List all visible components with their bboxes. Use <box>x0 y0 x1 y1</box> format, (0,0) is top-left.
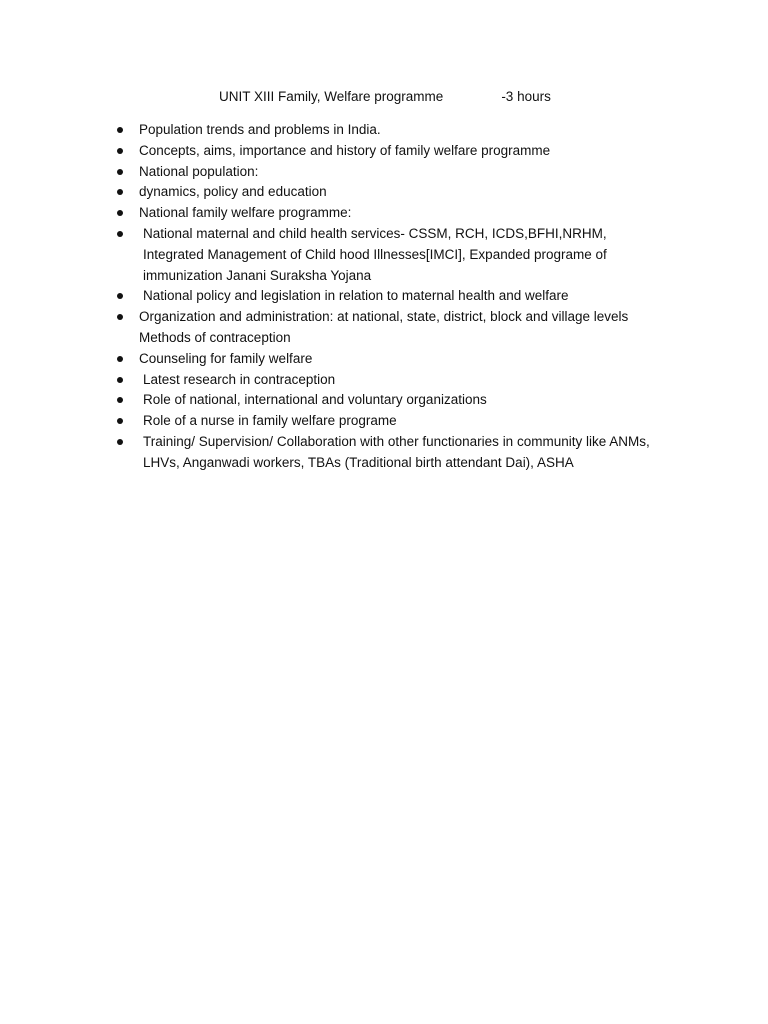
list-item-text: Organization and administration: at national, state, district, block and village levels Methods of contraception <box>139 309 629 345</box>
list-item <box>0 120 768 141</box>
bullet-icon <box>117 148 123 154</box>
bullet-icon <box>117 210 123 216</box>
list-item-text: Role of national, international and voluntary organizations <box>143 392 487 408</box>
bullet-icon <box>117 189 123 195</box>
list-item <box>0 286 768 307</box>
topic-list <box>0 120 768 474</box>
bullet-icon <box>117 169 123 175</box>
list-item <box>0 162 768 183</box>
list-item-text: Latest research in contraception <box>143 371 336 387</box>
list-item <box>0 349 768 370</box>
bullet-icon <box>117 377 123 383</box>
list-item <box>0 141 768 162</box>
list-item <box>0 203 768 224</box>
list-item <box>0 390 768 411</box>
list-item-text: National family welfare programme: <box>139 205 352 221</box>
list-item <box>0 411 768 432</box>
bullet-icon <box>117 314 123 320</box>
bullet-icon <box>117 439 123 445</box>
unit-heading <box>219 88 551 106</box>
list-item-text: Concepts, aims, importance and history of family welfare programme <box>139 142 551 158</box>
list-item-text: Counseling for family welfare <box>139 350 313 366</box>
bullet-icon <box>117 293 123 299</box>
list-item <box>0 182 768 203</box>
bullet-icon <box>117 231 123 237</box>
unit-title: UNIT XIII Family, Welfare programme <box>219 89 444 104</box>
list-item <box>0 224 768 286</box>
list-item-text: Role of a nurse in family welfare programe <box>143 413 397 429</box>
list-item-text: National policy and legislation in relation to maternal health and welfare <box>143 288 569 304</box>
list-item-text: National population: <box>139 163 259 179</box>
bullet-icon <box>117 418 123 424</box>
bullet-icon <box>117 397 123 403</box>
bullet-icon <box>117 356 123 362</box>
list-item-text: dynamics, policy and education <box>139 184 327 200</box>
unit-duration: -3 hours <box>501 89 551 104</box>
list-item <box>0 307 768 349</box>
list-item <box>0 432 768 474</box>
list-item-text: National maternal and child health services- CSSM, RCH, ICDS,BFHI,NRHM, Integrated Management of Child hood Illnesses[IMCI], Expanded programe of immunization Janani Suraksha Yojana <box>143 225 607 283</box>
bullet-icon <box>117 127 123 133</box>
list-item <box>0 370 768 391</box>
list-item-text: Population trends and problems in India. <box>139 122 381 137</box>
list-item-text: Training/ Supervision/ Collaboration with other functionaries in community like ANMs, LHVs, Anganwadi workers, TBAs (Traditional birth attendant Dai), ASHA <box>143 433 650 470</box>
